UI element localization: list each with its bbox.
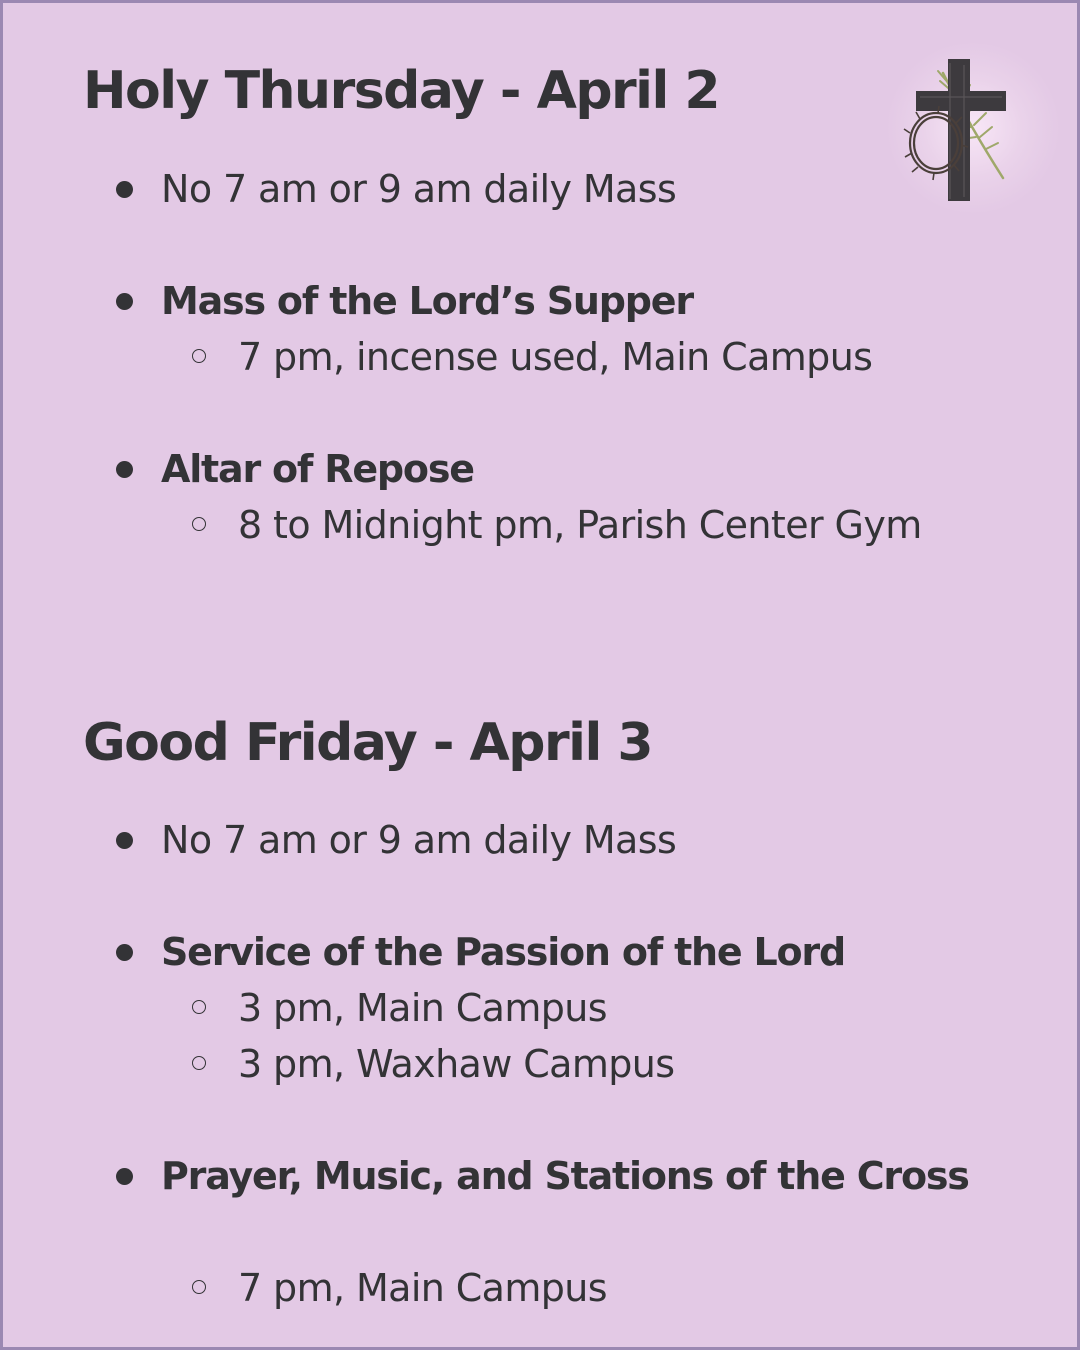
passion-service-detail-waxhaw: 3 pm, Waxhaw Campus: [238, 1036, 1018, 1092]
lords-supper-detail: 7 pm, incense used, Main Campus: [238, 329, 1018, 385]
stations-of-the-cross-item: Prayer, Music, and Stations of the Cross: [161, 1148, 981, 1204]
holy-thursday-no-mass-item: No 7 am or 9 am daily Mass: [161, 161, 1001, 217]
altar-of-repose-item: Altar of Repose: [161, 441, 1001, 497]
good-friday-title: Good Friday - April 3: [83, 713, 653, 773]
good-friday-no-mass-item: No 7 am or 9 am daily Mass: [161, 812, 1001, 868]
cross-horizontal-beam: [916, 91, 1006, 111]
stations-of-the-cross-detail: 7 pm, Main Campus: [238, 1260, 1018, 1316]
lords-supper-item: Mass of the Lord’s Supper: [161, 273, 1001, 329]
passion-service-item: Service of the Passion of the Lord: [161, 924, 1001, 980]
passion-service-detail-main: 3 pm, Main Campus: [238, 980, 1018, 1036]
holy-thursday-title: Holy Thursday - April 2: [83, 61, 720, 121]
altar-of-repose-detail: 8 to Midnight pm, Parish Center Gym: [238, 497, 968, 553]
